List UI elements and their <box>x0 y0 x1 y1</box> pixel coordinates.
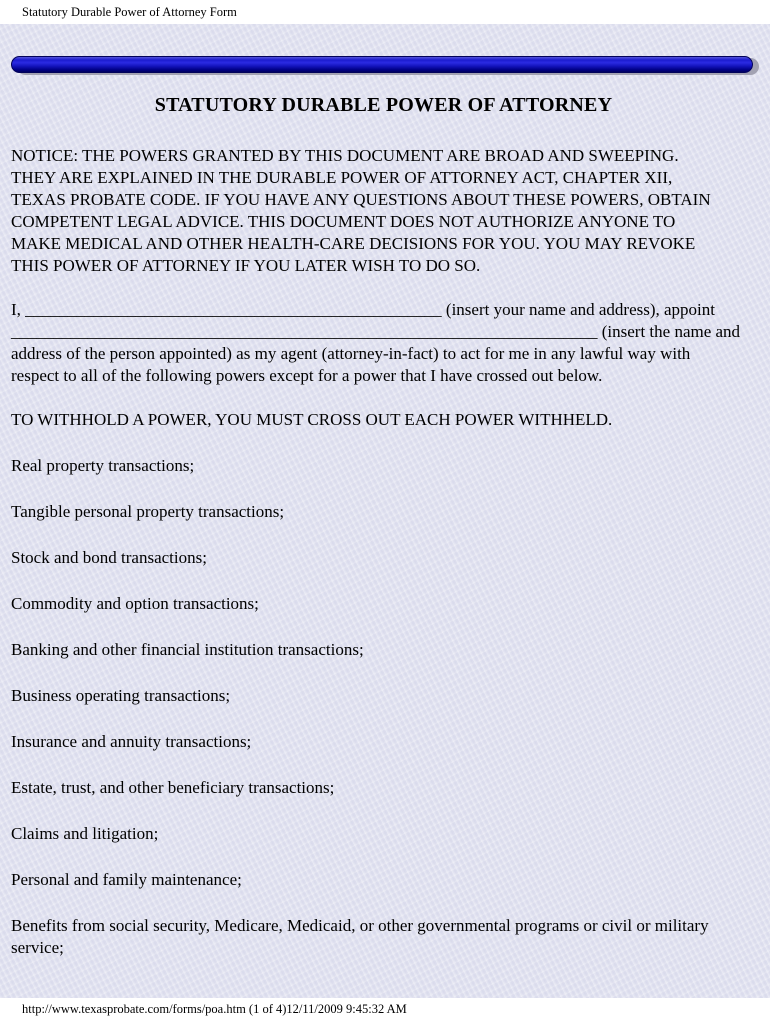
notice-line: THEY ARE EXPLAINED IN THE DURABLE POWER OF ATTORNEY ACT, CHAPTER XII, <box>11 168 673 187</box>
power-item: Banking and other financial institution transactions; <box>11 640 364 659</box>
power-item: Business operating transactions; <box>11 686 231 705</box>
print-footer <box>0 998 770 1024</box>
power-item: Claims and litigation; <box>11 824 159 843</box>
print-header-title: Statutory Durable Power of Attorney Form <box>22 5 237 19</box>
appointment-line: address of the person appointed) as my agent (attorney-in-fact) to act for me in any lawful way with <box>11 344 691 363</box>
appointment-prefix: I, <box>11 300 26 319</box>
power-item-benefits <box>11 915 756 959</box>
notice-line: NOTICE: THE POWERS GRANTED BY THIS DOCUMENT ARE BROAD AND SWEEPING. <box>11 146 679 165</box>
power-item: Real property transactions; <box>11 456 195 475</box>
document-title: STATUTORY DURABLE POWER OF ATTORNEY <box>154 94 613 116</box>
notice-line: COMPETENT LEGAL ADVICE. THIS DOCUMENT DOES NOT AUTHORIZE ANYONE TO <box>11 212 676 231</box>
power-item: Commodity and option transactions; <box>11 594 259 613</box>
appointment-paragraph <box>11 299 756 387</box>
appointment-line: respect to all of the following powers except for a power that I have crossed out below. <box>11 366 603 385</box>
principal-name-blank: _________________________________________________ <box>25 300 442 319</box>
appointment-line1-rest: (insert your name and address), appoint <box>441 300 716 319</box>
withhold-instruction: TO WITHHOLD A POWER, YOU MUST CROSS OUT EACH POWER WITHHELD. <box>11 410 613 429</box>
notice-line: THIS POWER OF ATTORNEY IF YOU LATER WISH TO DO SO. <box>11 256 481 275</box>
benefits-line: Benefits from social security, Medicare, Medicaid, or other governmental programs or civil or military <box>11 916 709 935</box>
power-item: Personal and family maintenance; <box>11 870 242 889</box>
horizontal-rule <box>11 56 753 73</box>
power-item: Tangible personal property transactions; <box>11 502 285 521</box>
power-item: Estate, trust, and other beneficiary transactions; <box>11 778 335 797</box>
appointment-line <box>11 299 756 321</box>
power-item: Stock and bond transactions; <box>11 548 207 567</box>
notice-line: MAKE MEDICAL AND OTHER HEALTH-CARE DECISIONS FOR YOU. YOU MAY REVOKE <box>11 234 696 253</box>
document-body <box>0 24 770 998</box>
appointment-line <box>11 321 756 343</box>
notice-line: TEXAS PROBATE CODE. IF YOU HAVE ANY QUESTIONS ABOUT THESE POWERS, OBTAIN <box>11 190 711 209</box>
notice-paragraph <box>11 145 756 277</box>
print-footer-url: http://www.texasprobate.com/forms/poa.htm (1 of 4)12/11/2009 9:45:32 AM <box>22 1002 407 1016</box>
agent-name-blank: _____________________________________________________________________ <box>11 322 598 341</box>
power-item: Insurance and annuity transactions; <box>11 732 252 751</box>
print-header <box>0 0 770 24</box>
powers-list <box>11 455 756 959</box>
appointment-line2-rest: (insert the name and <box>597 322 741 341</box>
benefits-line: service; <box>11 938 64 957</box>
